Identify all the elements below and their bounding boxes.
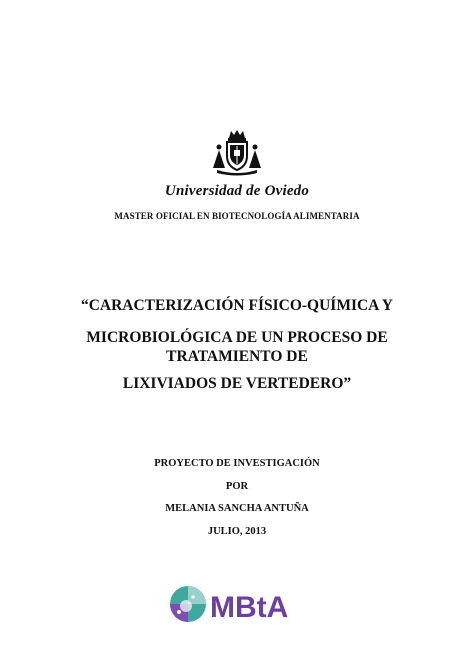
- mbta-logo-icon: [166, 584, 306, 624]
- by-label: POR: [225, 481, 249, 492]
- program-name: MASTER OFICIAL EN BIOTECNOLOGÍA ALIMENTARIA: [114, 211, 360, 221]
- date: JULIO, 2013: [207, 526, 267, 537]
- svg-text:MBtA: MBtA: [210, 591, 289, 624]
- university-crest-icon: [205, 128, 269, 176]
- title-line-4: LIXIVIADOS DE VERTEDERO”: [122, 375, 352, 392]
- university-name: Universidad de Oviedo: [164, 183, 310, 199]
- title-line-1: “CARACTERIZACIÓN FÍSICO-QUÍMICA Y: [80, 297, 394, 314]
- project-type: PROYECTO DE INVESTIGACIÓN: [154, 458, 320, 469]
- title-line-3: TRATAMIENTO DE: [166, 348, 308, 365]
- title-line-2: MICROBIOLÓGICA DE UN PROCESO DE: [86, 329, 388, 346]
- author-name: MELANIA SANCHA ANTUÑA: [165, 503, 309, 514]
